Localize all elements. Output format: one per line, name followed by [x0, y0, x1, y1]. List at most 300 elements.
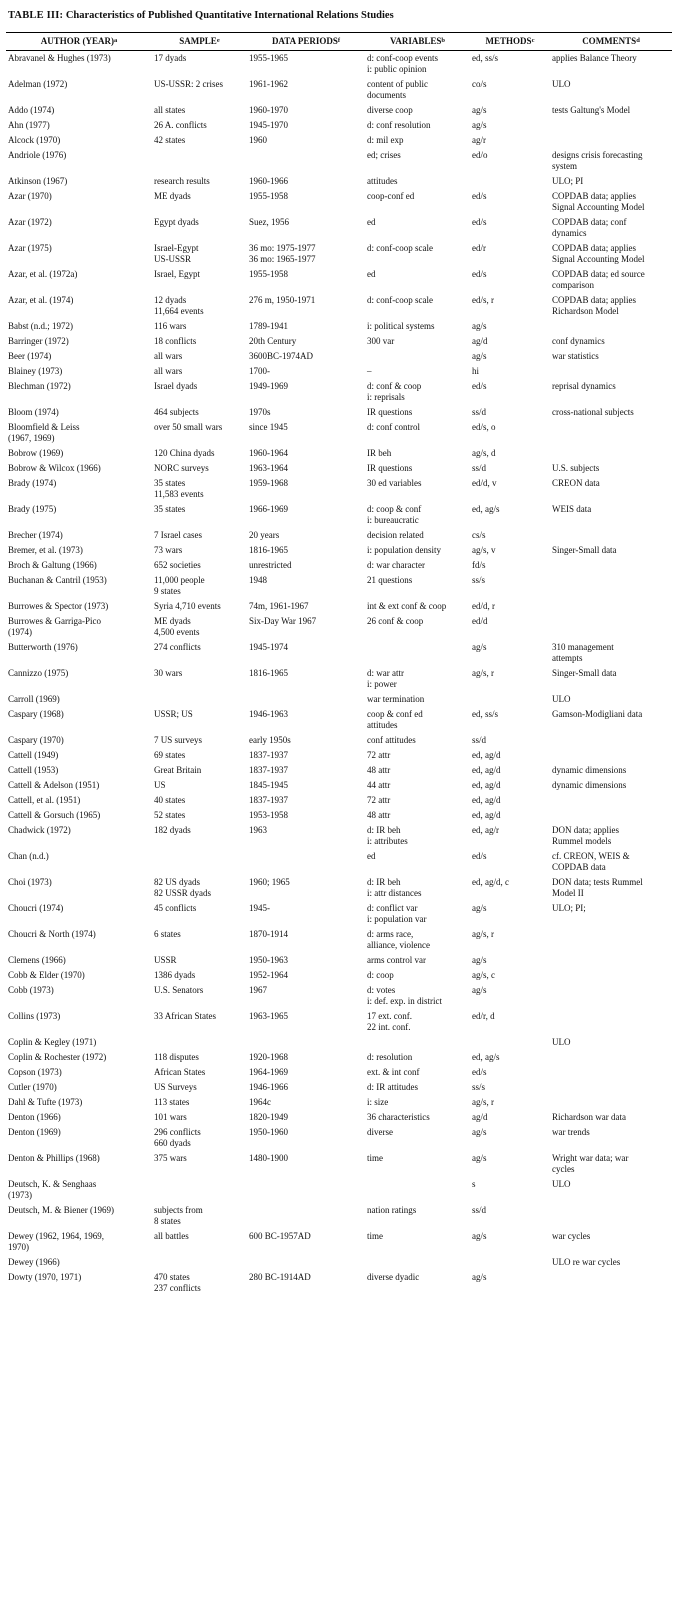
cell-variables: ext. & int conf: [367, 1067, 420, 1077]
cell-sample: 652 societies: [154, 560, 201, 570]
cell-methods: ed/s: [472, 1067, 487, 1077]
cell-sample: 73 wars: [154, 545, 183, 555]
cell-variables: 48 attr: [367, 810, 391, 820]
cell-variables: d: conflict var i: population var: [367, 903, 427, 924]
header-comments: [550, 33, 672, 51]
cell-author-year: Choucri (1974): [8, 903, 64, 913]
cell-data-periods: 1967: [249, 985, 267, 995]
table-row: [6, 476, 672, 502]
cell-author-year: Cobb & Elder (1970): [8, 970, 85, 980]
cell-variables: d: conf-coop scale: [367, 243, 433, 253]
cell-comments: Wright war data; war cycles: [552, 1153, 629, 1174]
table-row: [6, 319, 672, 334]
cell-author-year: Cattell & Adelson (1951): [8, 780, 100, 790]
cell-comments: [550, 927, 672, 953]
table-row: [6, 349, 672, 364]
table-row: [6, 1110, 672, 1125]
cell-sample: research results: [154, 176, 210, 186]
table-row: [6, 599, 672, 614]
table-label: TABLE III:: [8, 10, 64, 21]
cell-comments: ULO: [552, 1037, 571, 1047]
table-row: [6, 174, 672, 189]
cell-methods: ed/s: [472, 269, 487, 279]
cell-data-periods: 1963-1965: [249, 1011, 288, 1021]
cell-variables: 26 conf & coop: [367, 616, 424, 626]
cell-methods: ed, ag/d, c: [472, 877, 509, 887]
cell-author-year: Brecher (1974): [8, 530, 63, 540]
cell-sample: 120 China dyads: [154, 448, 215, 458]
cell-sample: African States: [154, 1067, 206, 1077]
cell-variables: ed: [367, 217, 376, 227]
cell-comments: ULO re war cycles: [552, 1257, 621, 1267]
cell-data-periods: 36 mo: 1975-1977 36 mo: 1965-1977: [249, 243, 316, 264]
cell-data-periods: 1955-1965: [249, 53, 288, 63]
cell-sample: 33 African States: [154, 1011, 216, 1021]
table-row: [6, 379, 672, 405]
header-sample-footnote: e: [216, 37, 220, 44]
cell-variables: diverse: [367, 1127, 393, 1137]
cell-data-periods: 3600BC-1974AD: [249, 351, 314, 361]
cell-variables: conf attitudes: [367, 735, 416, 745]
cell-methods: ag/s: [472, 120, 487, 130]
table-row: [6, 446, 672, 461]
cell-comments: ULO: [552, 1179, 571, 1189]
cell-sample: 296 conflicts 660 dyads: [154, 1127, 201, 1148]
cell-sample: Syria 4,710 events: [154, 601, 221, 611]
cell-comments: U.S. subjects: [552, 463, 600, 473]
table-row: [6, 1229, 672, 1255]
cell-comments: ULO: [552, 694, 571, 704]
cell-variables: 300 var: [367, 336, 395, 346]
table-row: [6, 334, 672, 349]
cell-methods: ed, ss/s: [472, 709, 499, 719]
cell-data-periods: 1960-1966: [249, 176, 288, 186]
cell-comments: Gamson-Modigliani data: [552, 709, 643, 719]
cell-methods: ed/s, o: [472, 422, 496, 432]
cell-comments: dynamic dimensions: [552, 765, 627, 775]
cell-comments: [550, 733, 672, 748]
cell-data-periods: 1970s: [249, 407, 271, 417]
cell-sample: 45 conflicts: [154, 903, 197, 913]
cell-data-periods: 1955-1958: [249, 269, 288, 279]
cell-methods: cs/s: [472, 530, 486, 540]
cell-methods: ed, ag/s: [472, 504, 500, 514]
table-row: [6, 692, 672, 707]
cell-data-periods: 1961-1962: [249, 79, 288, 89]
cell-data-periods: 1950-1963: [249, 955, 288, 965]
cell-data-periods: since 1945: [249, 422, 288, 432]
cell-author-year: Carroll (1969): [8, 694, 60, 704]
cell-sample: 6 states: [154, 929, 181, 939]
table-title: Characteristics of Published Quantitative International Relations Studies: [65, 10, 394, 21]
cell-data-periods: 1837-1937: [249, 750, 288, 760]
cell-variables: nation ratings: [367, 1205, 417, 1215]
cell-methods: ed/o: [472, 150, 488, 160]
cell-variables: d: conf & coop i: reprisals: [367, 381, 422, 402]
cell-author-year: Azar, et al. (1974): [8, 295, 74, 305]
cell-variables: ed: [367, 851, 376, 861]
cell-author-year: Cutler (1970): [8, 1082, 57, 1092]
cell-methods: ag/s: [472, 1127, 487, 1137]
cell-methods: ss/d: [472, 407, 487, 417]
cell-comments: cross-national subjects: [552, 407, 634, 417]
header-variables-footnote: b: [441, 37, 445, 44]
cell-comments: ULO; PI: [552, 176, 584, 186]
cell-data-periods: 1870-1914: [249, 929, 288, 939]
cell-author-year: Dowty (1970, 1971): [8, 1272, 82, 1282]
cell-data-periods: 1700-: [249, 366, 270, 376]
cell-comments: [550, 133, 672, 148]
cell-author-year: Denton & Phillips (1968): [8, 1153, 100, 1163]
cell-comments: ULO: [552, 79, 571, 89]
cell-sample: 7 Israel cases: [154, 530, 202, 540]
cell-variables: i: political systems: [367, 321, 435, 331]
cell-author-year: Coplin & Rochester (1972): [8, 1052, 107, 1062]
cell-variables: d: votes i: def. exp. in district: [367, 985, 442, 1006]
cell-sample: 35 states: [154, 504, 186, 514]
cell-data-periods: 1960; 1965: [249, 877, 290, 887]
cell-author-year: Bloomfield & Leiss (1967, 1969): [8, 422, 80, 443]
cell-comments: [550, 983, 672, 1009]
cell-author-year: Dahl & Tufte (1973): [8, 1097, 83, 1107]
cell-comments: 310 management attempts: [552, 642, 614, 663]
cell-variables: d: mil exp: [367, 135, 404, 145]
header-comments-label: COMMENTS: [582, 36, 637, 46]
cell-comments: conf dynamics: [552, 336, 605, 346]
cell-author-year: Brady (1974): [8, 478, 57, 488]
cell-author-year: Broch & Galtung (1966): [8, 560, 97, 570]
header-row: [6, 33, 672, 51]
cell-sample: US-USSR: 2 crises: [154, 79, 224, 89]
cell-data-periods: 1963: [249, 825, 267, 835]
cell-methods: ed/s: [472, 851, 487, 861]
cell-sample: 470 states 237 conflicts: [154, 1272, 201, 1293]
cell-methods: ag/s: [472, 985, 487, 995]
table-row: [6, 1080, 672, 1095]
cell-author-year: Addo (1974): [8, 105, 55, 115]
cell-methods: ss/d: [472, 1205, 487, 1215]
cell-comments: [550, 558, 672, 573]
cell-methods: ed/d: [472, 616, 488, 626]
cell-methods: ed, ag/d: [472, 795, 501, 805]
table-row: [6, 763, 672, 778]
cell-comments: [550, 953, 672, 968]
cell-author-year: Copson (1973): [8, 1067, 62, 1077]
cell-data-periods: 1948: [249, 575, 267, 585]
cell-data-periods: [247, 692, 365, 707]
cell-methods: [470, 1035, 550, 1050]
cell-comments: [550, 808, 672, 823]
table-row: [6, 133, 672, 148]
table-row: [6, 901, 672, 927]
cell-methods: ed, ss/s: [472, 53, 499, 63]
cell-sample: all wars: [154, 351, 183, 361]
cell-variables: time: [367, 1153, 383, 1163]
cell-variables: 30 ed variables: [367, 478, 422, 488]
cell-methods: ss/d: [472, 735, 487, 745]
cell-sample: 42 states: [154, 135, 186, 145]
cell-data-periods: 74m, 1961-1967: [249, 601, 309, 611]
cell-methods: ag/s: [472, 642, 487, 652]
table-row: [6, 148, 672, 174]
cell-author-year: Dewey (1962, 1964, 1969, 1970): [8, 1231, 104, 1252]
cell-sample: USSR: [154, 955, 177, 965]
cell-author-year: Cannizzo (1975): [8, 668, 69, 678]
cell-comments: WEIS data: [552, 504, 592, 514]
cell-data-periods: 1837-1937: [249, 765, 288, 775]
cell-variables: d: conf resolution: [367, 120, 431, 130]
cell-sample: subjects from 8 states: [154, 1205, 203, 1226]
cell-author-year: Bloom (1974): [8, 407, 59, 417]
cell-methods: ag/s, r: [472, 668, 494, 678]
cell-variables: int & ext conf & coop: [367, 601, 447, 611]
cell-sample: USSR; US: [154, 709, 193, 719]
cell-comments: war cycles: [552, 1231, 591, 1241]
header-data-periods: [247, 33, 365, 51]
cell-sample: 69 states: [154, 750, 186, 760]
cell-comments: [550, 1009, 672, 1035]
cell-author-year: Azar (1972): [8, 217, 52, 227]
table-row: [6, 1095, 672, 1110]
cell-methods: ag/s: [472, 1153, 487, 1163]
table-row: [6, 118, 672, 133]
cell-sample: NORC surveys: [154, 463, 209, 473]
table-row: [6, 1050, 672, 1065]
cell-sample: 182 dyads: [154, 825, 191, 835]
cell-comments: [550, 1203, 672, 1229]
cell-sample: 11,000 people 9 states: [154, 575, 205, 596]
cell-author-year: Choi (1973): [8, 877, 52, 887]
cell-comments: [550, 1050, 672, 1065]
cell-sample: 35 states 11,583 events: [154, 478, 204, 499]
cell-comments: reprisal dynamics: [552, 381, 616, 391]
cell-methods: ed/r, d: [472, 1011, 495, 1021]
cell-methods: ag/s, v: [472, 545, 496, 555]
cell-variables: ed: [367, 269, 376, 279]
cell-author-year: Cattell (1949): [8, 750, 59, 760]
cell-comments: DON data; applies Rummel models: [552, 825, 619, 846]
table-row: [6, 420, 672, 446]
cell-variables: decision related: [367, 530, 424, 540]
table-row: [6, 558, 672, 573]
cell-sample: 464 subjects: [154, 407, 199, 417]
cell-data-periods: [247, 849, 365, 875]
cell-comments: [550, 1095, 672, 1110]
header-author-year-footnote: a: [114, 37, 118, 44]
cell-sample: Israel-Egypt US-USSR: [154, 243, 199, 264]
cell-methods: [470, 1255, 550, 1270]
cell-data-periods: 1953-1958: [249, 810, 288, 820]
cell-data-periods: 1789-1941: [249, 321, 288, 331]
table-row: [6, 103, 672, 118]
cell-author-year: Denton (1969): [8, 1127, 61, 1137]
cell-comments: [550, 614, 672, 640]
cell-author-year: Alcock (1970): [8, 135, 61, 145]
cell-variables: d: resolution: [367, 1052, 413, 1062]
cell-variables: coop-conf ed: [367, 191, 415, 201]
table-row: [6, 707, 672, 733]
cell-comments: war statistics: [552, 351, 599, 361]
cell-variables: d: coop & conf i: bureaucratic: [367, 504, 422, 525]
cell-variables: d: IR beh i: attr distances: [367, 877, 422, 898]
cell-data-periods: [247, 1035, 365, 1050]
cell-methods: ss/s: [472, 1082, 486, 1092]
cell-methods: hi: [472, 366, 480, 376]
cell-comments: dynamic dimensions: [552, 780, 627, 790]
cell-sample: all wars: [154, 366, 183, 376]
cell-data-periods: 1480-1900: [249, 1153, 288, 1163]
cell-variables: d: war attr i: power: [367, 668, 404, 689]
cell-variables: arms control var: [367, 955, 426, 965]
table-row: [6, 364, 672, 379]
cell-variables: –: [367, 366, 372, 376]
cell-methods: ag/r: [472, 135, 486, 145]
cell-methods: [470, 174, 550, 189]
cell-author-year: Babst (n.d.; 1972): [8, 321, 73, 331]
cell-data-periods: unrestricted: [249, 560, 292, 570]
cell-author-year: Butterworth (1976): [8, 642, 78, 652]
cell-author-year: Chadwick (1972): [8, 825, 71, 835]
table-row: [6, 808, 672, 823]
cell-sample: 82 US dyads 82 USSR dyads: [154, 877, 212, 898]
cell-methods: ed/s, r: [472, 295, 494, 305]
table-row: [6, 875, 672, 901]
cell-variables: i: size: [367, 1097, 389, 1107]
table-row: [6, 573, 672, 599]
header-author-year-label: AUTHOR (YEAR): [40, 36, 114, 46]
cell-sample: [152, 1177, 247, 1203]
cell-methods: co/s: [472, 79, 487, 89]
cell-variables: IR beh: [367, 448, 392, 458]
cell-author-year: Atkinson (1967): [8, 176, 68, 186]
cell-sample: [152, 1035, 247, 1050]
cell-methods: [470, 692, 550, 707]
cell-methods: ed, ag/d: [472, 750, 501, 760]
cell-variables: i: population density: [367, 545, 441, 555]
cell-methods: ag/s: [472, 1272, 487, 1282]
cell-methods: ed/s: [472, 381, 487, 391]
cell-data-periods: 20th Century: [249, 336, 297, 346]
cell-methods: ag/s: [472, 1231, 487, 1241]
cell-sample: 30 wars: [154, 668, 183, 678]
header-variables-label: VARIABLES: [390, 36, 442, 46]
cell-variables: d: IR attitudes: [367, 1082, 418, 1092]
cell-methods: ag/s: [472, 321, 487, 331]
table-row: [6, 267, 672, 293]
cell-comments: [550, 793, 672, 808]
cell-author-year: Burrowes & Garriga-Pico (1974): [8, 616, 101, 637]
cell-variables: 72 attr: [367, 750, 391, 760]
cell-author-year: Azar (1975): [8, 243, 52, 253]
table-row: [6, 953, 672, 968]
cell-author-year: Cobb (1973): [8, 985, 54, 995]
cell-methods: ed/d, v: [472, 478, 497, 488]
cell-methods: ed/s: [472, 191, 487, 201]
cell-sample: ME dyads: [154, 191, 191, 201]
table-row: [6, 849, 672, 875]
cell-sample: 113 states: [154, 1097, 190, 1107]
cell-sample: 17 dyads: [154, 53, 187, 63]
table-row: [6, 461, 672, 476]
table-row: [6, 241, 672, 267]
cell-variables: d: war character: [367, 560, 425, 570]
cell-methods: ed/s: [472, 217, 487, 227]
cell-variables: [365, 1177, 470, 1203]
cell-author-year: Barringer (1972): [8, 336, 69, 346]
cell-sample: Israel, Egypt: [154, 269, 200, 279]
cell-author-year: Blechman (1972): [8, 381, 71, 391]
cell-data-periods: [247, 148, 365, 174]
cell-variables: coop & conf ed attitudes: [367, 709, 423, 730]
cell-sample: 7 US surveys: [154, 735, 203, 745]
table-row: [6, 543, 672, 558]
cell-variables: [365, 1035, 470, 1050]
cell-author-year: Coplin & Kegley (1971): [8, 1037, 97, 1047]
cell-sample: US Surveys: [154, 1082, 197, 1092]
cell-data-periods: 1952-1964: [249, 970, 288, 980]
cell-methods: ed, ag/s: [472, 1052, 500, 1062]
header-sample-label: SAMPLE: [179, 36, 217, 46]
cell-data-periods: 1950-1960: [249, 1127, 288, 1137]
table-row: [6, 748, 672, 763]
cell-variables: time: [367, 1231, 383, 1241]
table-row: [6, 614, 672, 640]
cell-variables: IR questions: [367, 407, 413, 417]
header-variables: [365, 33, 470, 51]
cell-sample: 118 disputes: [154, 1052, 199, 1062]
cell-data-periods: 280 BC-1914AD: [249, 1272, 311, 1282]
cell-data-periods: 1960-1970: [249, 105, 288, 115]
table-row: [6, 1009, 672, 1035]
cell-methods: ag/s: [472, 955, 487, 965]
cell-data-periods: 1946-1966: [249, 1082, 288, 1092]
cell-methods: ag/d: [472, 1112, 488, 1122]
cell-data-periods: 1963-1964: [249, 463, 288, 473]
table-body: [6, 51, 672, 1297]
cell-data-periods: 1960: [249, 135, 267, 145]
cell-data-periods: 1949-1969: [249, 381, 288, 391]
cell-author-year: Beer (1974): [8, 351, 52, 361]
cell-data-periods: [247, 1177, 365, 1203]
table-row: [6, 983, 672, 1009]
cell-author-year: Burrowes & Spector (1973): [8, 601, 109, 611]
table-row: [6, 77, 672, 103]
cell-data-periods: 1966-1969: [249, 504, 288, 514]
table-row: [6, 1177, 672, 1203]
table-row: [6, 51, 672, 78]
cell-sample: 375 wars: [154, 1153, 187, 1163]
cell-comments: [550, 364, 672, 379]
cell-sample: all battles: [154, 1231, 189, 1241]
table-header: [6, 33, 672, 51]
header-author-year: [6, 33, 152, 51]
cell-variables: IR questions: [367, 463, 413, 473]
table-row: [6, 189, 672, 215]
cell-data-periods: Six-Day War 1967: [249, 616, 317, 626]
cell-author-year: Abravanel & Hughes (1973): [8, 53, 111, 63]
cell-methods: ed/d, r: [472, 601, 495, 611]
cell-methods: ss/s: [472, 575, 486, 585]
cell-variables: d: arms race, alliance, violence: [367, 929, 430, 950]
cell-data-periods: 1964-1969: [249, 1067, 288, 1077]
table-row: [6, 1255, 672, 1270]
table-row: [6, 405, 672, 420]
cell-data-periods: 1964c: [249, 1097, 271, 1107]
cell-methods: ag/s: [472, 903, 487, 913]
cell-comments: [550, 599, 672, 614]
cell-methods: ag/s: [472, 105, 487, 115]
cell-methods: ag/s, d: [472, 448, 496, 458]
